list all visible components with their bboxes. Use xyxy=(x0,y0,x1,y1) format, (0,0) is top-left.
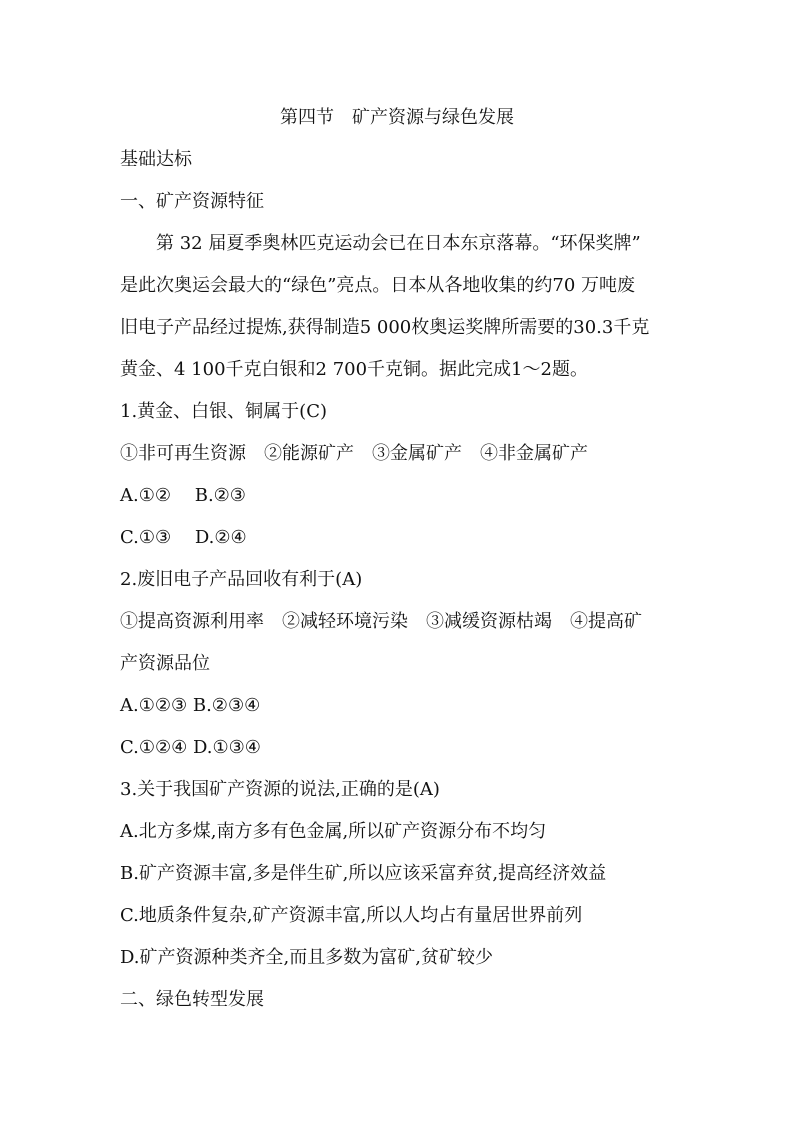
question-3-option-c: C.地质条件复杂,矿产资源丰富,所以人均占有量居世界前列 xyxy=(120,905,583,926)
question-2-stem: 2.废旧电子产品回收有利于(A) xyxy=(120,569,363,590)
question-2-items: 产资源品位 xyxy=(120,653,210,674)
passage-line: 旧电子产品经过提炼,获得制造5 000枚奥运奖牌所需要的30.3千克 xyxy=(120,317,650,338)
question-3-option-b: B.矿产资源丰富,多是伴生矿,所以应该采富弃贫,提高经济效益 xyxy=(120,863,607,884)
question-1-items: ①非可再生资源 ②能源矿产 ③金属矿产 ④非金属矿产 xyxy=(120,443,588,464)
passage-line: 黄金、4 100千克白银和2 700千克铜。据此完成1～2题。 xyxy=(120,359,588,380)
question-3-stem: 3.关于我国矿产资源的说法,正确的是(A) xyxy=(120,779,440,800)
page-title: 第四节 矿产资源与绿色发展 xyxy=(280,107,514,128)
question-2-options: A.①②③ B.②③④ xyxy=(120,695,261,716)
question-3-option-a: A.北方多煤,南方多有色金属,所以矿产资源分布不均匀 xyxy=(120,821,547,842)
question-1-options: C.①③ D.②④ xyxy=(120,527,247,548)
question-1-stem: 1.黄金、白银、铜属于(C) xyxy=(120,401,327,422)
question-2-items: ①提高资源利用率 ②减轻环境污染 ③减缓资源枯竭 ④提高矿 xyxy=(120,611,642,632)
section-heading: 基础达标 xyxy=(120,149,192,170)
question-2-options: C.①②④ D.①③④ xyxy=(120,737,261,758)
passage-line: 是此次奥运会最大的“绿色”亮点。日本从各地收集的约70 万吨废 xyxy=(120,275,636,296)
passage-line: 第 32 届夏季奥林匹克运动会已在日本东京落幕。“环保奖牌” xyxy=(156,233,641,254)
question-1-options: A.①② B.②③ xyxy=(120,485,246,506)
part-one-heading: 一、矿产资源特征 xyxy=(120,191,264,212)
question-3-option-d: D.矿产资源种类齐全,而且多数为富矿,贫矿较少 xyxy=(120,947,493,968)
part-two-heading: 二、绿色转型发展 xyxy=(120,989,264,1010)
